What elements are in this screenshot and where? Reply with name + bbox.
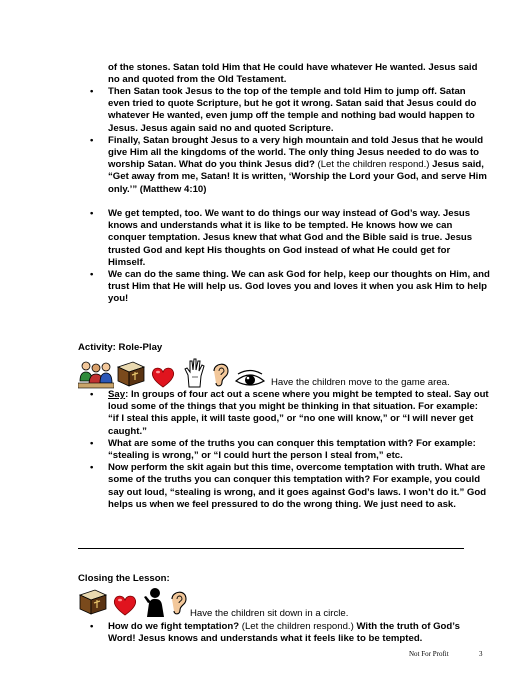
ear-icon: [168, 587, 190, 617]
ear-icon: [210, 359, 232, 389]
bullet-text: : In groups of four act out a scene where you might be tempted to steal. Say out loud some of the things that you might be thinking in that situation. For example: “if I steal this apple, it will taste good,” or “no one will know,” or “I will never get caught.”: [108, 389, 489, 437]
bullet-text: Then Satan took Jesus to the top of the temple and told Him to jump off. Satan even tried to quote Scripture, but he got it wrong. Satan said that Jesus could do whatever He wanted, even jump off the temple and nothing bad would happen to Jesus. Jesus again said no and quoted Scripture.: [108, 86, 477, 134]
hand-icon: [182, 357, 206, 389]
list-item: [90, 438, 490, 462]
activity-icons: [78, 357, 265, 389]
list-item: [90, 269, 490, 306]
teacher-note: (Let the children respond.): [239, 621, 357, 632]
closing-heading: Closing the Lesson:: [78, 573, 170, 584]
teacher-note: (Let the children respond.): [314, 159, 433, 171]
bible-icon: [116, 359, 146, 389]
say-label: Say: [108, 389, 126, 400]
praying-child-icon: [142, 587, 166, 617]
bullet-text-part3: Jesus said, “Get away from me, Satan! It is written, ‘Worship the Lord your God, and serve Him only.’” (Matthew 4:10): [108, 159, 487, 195]
activity-list: [90, 389, 490, 511]
list-item: [90, 462, 490, 511]
closing-icons: [78, 587, 190, 617]
temptation-list: [90, 86, 490, 196]
closing-list: [90, 621, 490, 645]
bullet-text: Now perform the skit again but this time, overcome temptation with truth. What are some of the truths you can conquer this temptation with? For example, you could say out loud, “stealing is wrong, and it goes against God’s laws. I won’t do it.” God helps us when we feel pressured to do the wrong thing. We just need to ask.: [108, 462, 487, 510]
bullet-text: We can do the same thing. We can ask God for help, keep our thoughts on Him, and trust Him that He will help us. God loves you and loves it when you ask Him to help you!: [108, 269, 490, 305]
continuation-text: of the stones. Satan told Him that He could have whatever He wanted. Jesus said no and quoted from the Old Testament.: [108, 62, 478, 86]
bullet-text: What are some of the truths you can conquer this temptation with? For example: “stealing is wrong,” or “I could hurt the person I steal from,” etc.: [108, 437, 476, 462]
list-item: [90, 86, 490, 135]
list-item: [90, 135, 490, 196]
bullet-text-part3: With the truth of God’s Word! Jesus knows and understands what it feels like to be tempted.: [108, 621, 460, 645]
list-item: [90, 389, 490, 438]
heart-icon: [112, 593, 138, 617]
page-number: 3: [479, 650, 483, 658]
bible-icon: [78, 587, 108, 617]
bullet-text-part1: Finally, Satan brought Jesus to a very high mountain and told Jesus that he would give Him all the kingdoms of the world. The only thing Jesus needed to do was to worship Satan. What do you think Jesus did?: [108, 134, 484, 171]
application-list: [90, 208, 490, 306]
section-divider: [78, 548, 464, 549]
activity-heading: Activity: Role-Play: [78, 342, 163, 353]
list-item: [90, 621, 490, 645]
group-icon: [78, 359, 114, 389]
footer-text: Not For Profit: [409, 650, 449, 658]
bullet-text: We get tempted, too. We want to do things our way instead of God’s way. Jesus knows and understands what it is like to be tempted. He knows how we can conquer temptation. Jesus knew that what God and the Bible said is true. Jesus trusted God and kept His thoughts on God instead of what He could get for Himself.: [108, 208, 473, 268]
eye-icon: [235, 369, 265, 389]
closing-instruction: Have the children sit down in a circle.: [190, 608, 349, 619]
heart-icon: [150, 365, 176, 389]
activity-instruction: Have the children move to the game area.: [271, 377, 450, 388]
bullet-text-part1: How do we fight temptation?: [108, 621, 240, 632]
list-item: [90, 208, 490, 269]
